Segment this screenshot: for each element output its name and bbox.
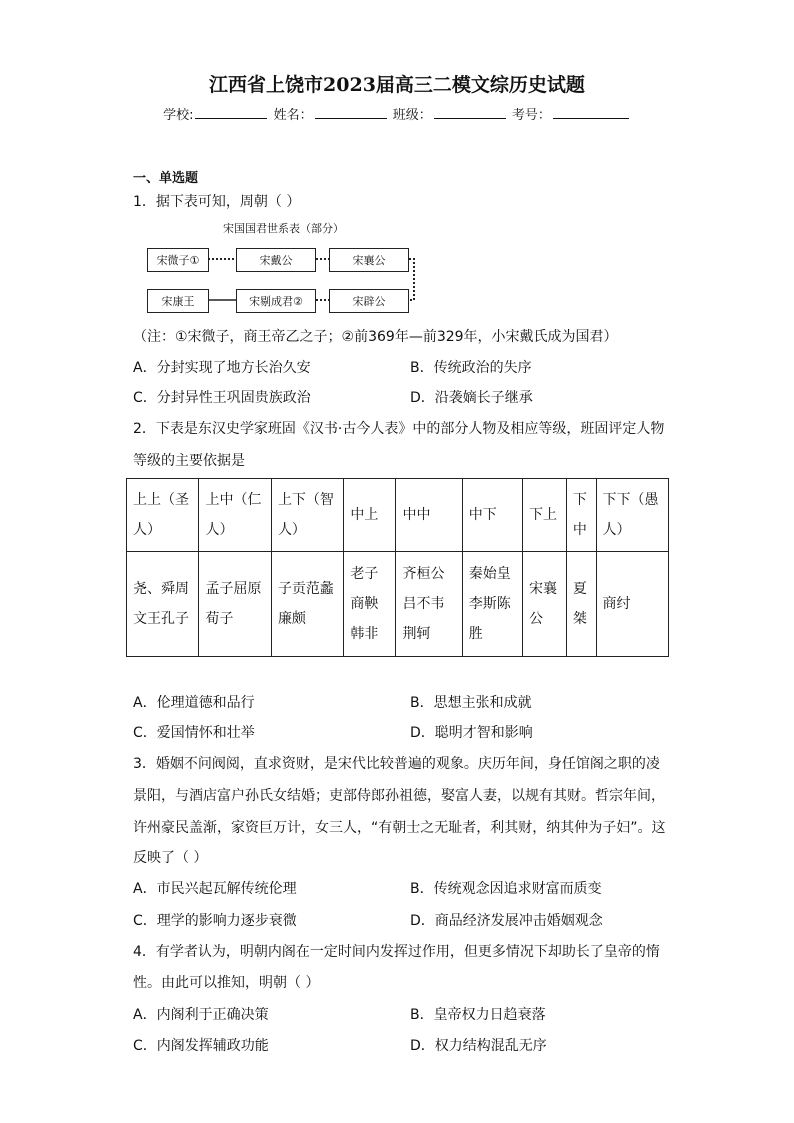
q2-option-a[interactable]: A．伦理道德和品行 bbox=[133, 695, 255, 711]
diagram-title: 宋国国君世系表（部分） bbox=[223, 222, 344, 235]
q4-option-b[interactable]: B．皇帝权力日趋衰落 bbox=[410, 1007, 546, 1023]
q2-stem-line-1: 2．下表是东汉史学家班固《汉书·古今人表》中的部分人物及相应等级，班固评定人物 bbox=[133, 421, 665, 437]
grade-cell: 尧、舜周文王孔子 bbox=[127, 552, 199, 657]
q1-option-c[interactable]: C．分封异性王巩固贵族政治 bbox=[133, 390, 311, 406]
number-label: 考号： bbox=[511, 108, 551, 123]
grade-header-row bbox=[127, 479, 669, 552]
q2-stem-line-2: 等级的主要依据是 bbox=[133, 453, 245, 469]
grade-cell: 孟子屈原荀子 bbox=[199, 552, 271, 657]
q3-stem-line-1: 3．婚姻不问阀阅，直求资财，是宋代比较普遍的观象。庆历年间，身任馆阁之职的凌 bbox=[133, 756, 660, 772]
grade-cell: 齐桓公吕不韦荆轲 bbox=[396, 552, 462, 657]
q1-stem: 1．据下表可知，周朝（ ） bbox=[133, 194, 301, 210]
node-song-tichengjun: 宋剔成君② bbox=[236, 289, 316, 313]
node-song-kangwang: 宋康王 bbox=[147, 289, 209, 313]
q4-option-c[interactable]: C．内阁发挥辅政功能 bbox=[133, 1038, 269, 1054]
q1-note: （注：①宋微子，商王帝乙之子；②前369年—前329年，小宋戴氏成为国君） bbox=[133, 329, 618, 345]
node-song-xianggong: 宋襄公 bbox=[329, 248, 409, 272]
grade-cell: 宋襄公 bbox=[523, 552, 567, 657]
class-label: 班级： bbox=[392, 108, 432, 123]
node-song-bigong: 宋辟公 bbox=[329, 289, 409, 313]
grade-header: 下上 bbox=[523, 479, 567, 552]
grade-cell: 商纣 bbox=[596, 552, 669, 657]
grade-cell: 秦始皇李斯陈胜 bbox=[462, 552, 522, 657]
grade-cell: 夏桀 bbox=[566, 552, 596, 657]
q3-stem-line-4: 反映了（ ） bbox=[133, 850, 208, 866]
q1-option-a[interactable]: A．分封实现了地方长治久安 bbox=[133, 360, 311, 376]
grade-header: 中下 bbox=[462, 479, 522, 552]
exam-title: 江西省上饶市2023届高三二模文综历史试题 bbox=[209, 74, 585, 96]
q3-option-d[interactable]: D．商品经济发展冲击婚姻观念 bbox=[410, 913, 603, 929]
node-song-weizi: 宋微子① bbox=[147, 248, 209, 272]
school-label: 学校: bbox=[163, 108, 194, 123]
q3-stem-line-2: 景阳，与酒店富户孙氏女结婚；吏部侍郎孙祖德，娶富人妻，以规有其财。哲宗年间， bbox=[133, 788, 665, 804]
grade-cell: 老子商鞅韩非 bbox=[344, 552, 396, 657]
grade-header: 上上（圣人） bbox=[127, 479, 199, 552]
grade-header: 中上 bbox=[344, 479, 396, 552]
grade-header: 下下（愚人） bbox=[596, 479, 669, 552]
q2-option-c[interactable]: C．爱国情怀和壮举 bbox=[133, 725, 255, 741]
q2-option-b[interactable]: B．思想主张和成就 bbox=[410, 695, 532, 711]
q3-option-a[interactable]: A．市民兴起瓦解传统伦理 bbox=[133, 881, 297, 897]
q4-option-d[interactable]: D．权力结构混乱无序 bbox=[410, 1038, 547, 1054]
grade-header: 上中（仁人） bbox=[199, 479, 271, 552]
grade-figures-row bbox=[127, 552, 669, 657]
q3-option-c[interactable]: C．理学的影响力逐步衰微 bbox=[133, 913, 297, 929]
q4-stem-line-2: 性。由此可以推知，明朝（ ） bbox=[133, 975, 320, 991]
q4-stem-line-1: 4．有学者认为，明朝内阁在一定时间内发挥过作用，但更多情况下却助长了皇帝的惰 bbox=[133, 944, 660, 960]
section-heading: 一、单选题 bbox=[133, 171, 199, 186]
grade-header: 上下（智人） bbox=[271, 479, 343, 552]
grade-table bbox=[126, 478, 669, 657]
grade-cell: 子贡范蠡廉颇 bbox=[271, 552, 343, 657]
grade-header: 下中 bbox=[566, 479, 596, 552]
q1-option-d[interactable]: D．沿袭嫡长子继承 bbox=[410, 390, 533, 406]
q1-option-b[interactable]: B．传统政治的失序 bbox=[410, 360, 532, 376]
name-label: 姓名： bbox=[273, 108, 313, 123]
grade-header: 中中 bbox=[396, 479, 462, 552]
q4-option-a[interactable]: A．内阁利于正确决策 bbox=[133, 1007, 269, 1023]
q2-option-d[interactable]: D．聪明才智和影响 bbox=[410, 725, 533, 741]
node-song-daigong: 宋戴公 bbox=[236, 248, 316, 272]
q3-option-b[interactable]: B．传统观念因追求财富而质变 bbox=[410, 881, 602, 897]
q3-stem-line-3: 许州豪民盖渐，家资巨万计，女三人，“有朝士之无耻者，利其财，纳其仲为子妇”。这 bbox=[133, 820, 666, 836]
